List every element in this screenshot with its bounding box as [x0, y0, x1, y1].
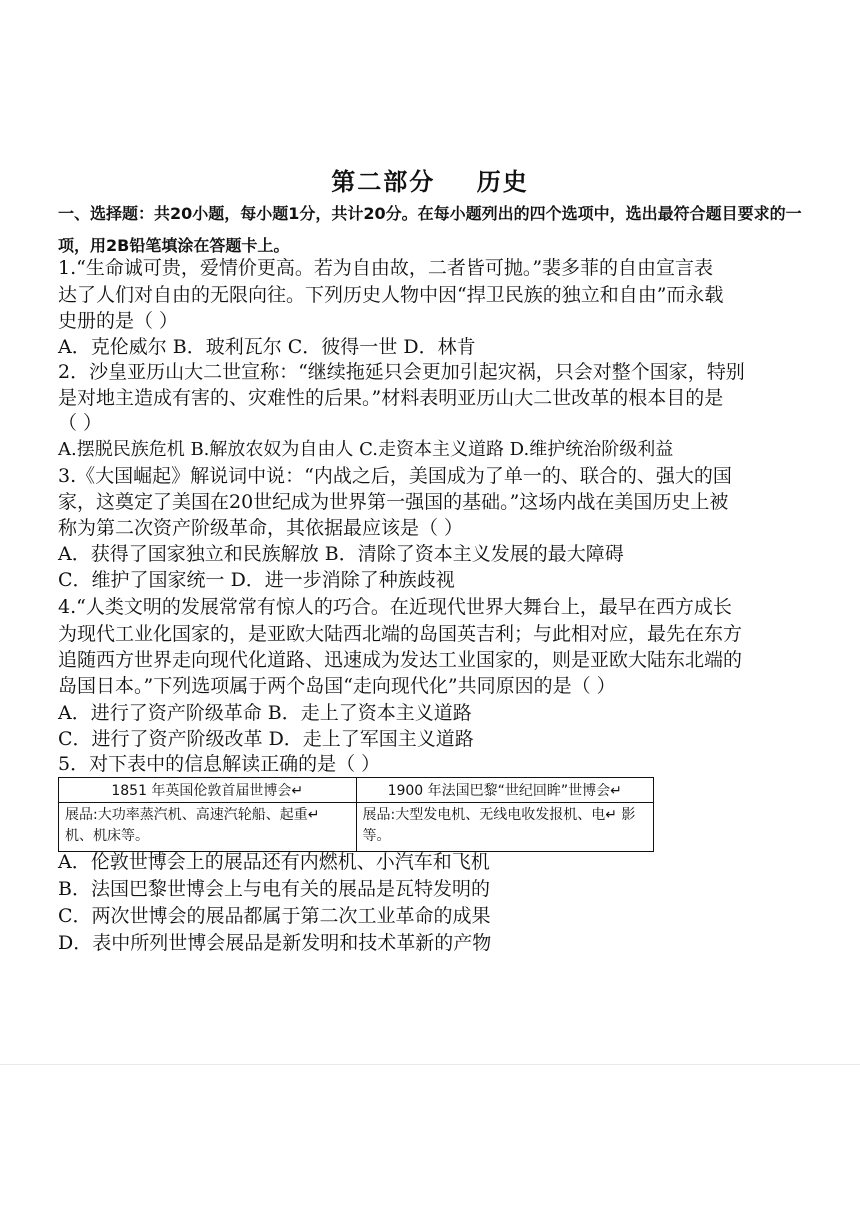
- q4-stem-line-1: 4.“人类文明的发展常常有惊人的巧合。在近现代世界大舞台上，最早在西方成长: [58, 596, 732, 618]
- expo-table: [58, 777, 654, 852]
- table-header-cell: 1851 年英国伦敦首届世博会↵: [59, 778, 357, 803]
- q1-options: A．克伦威尔 B．玻利瓦尔 C．彼得一世 D．林肯: [58, 336, 476, 358]
- q5-stem: 5．对下表中的信息解读正确的是（ ）: [58, 753, 381, 775]
- q5-option-c: C．两次世博会的展品都属于第二次工业革命的成果: [58, 905, 491, 927]
- q4-stem-line-2: 为现代工业化国家的，是亚欧大陆西北端的岛国英吉利；与此相对应，最先在东方: [58, 623, 743, 645]
- q1-stem-line-3: 史册的是（ ）: [58, 310, 179, 332]
- q4-stem-line-4: 岛国日本。”下列选项属于两个岛国“走向现代化”共同原因的是（ ）: [58, 675, 616, 697]
- section-title: 第二部分 历史: [331, 167, 529, 196]
- table-header-row: [59, 778, 654, 803]
- q5-option-a: A．伦敦世博会上的展品还有内燃机、小汽车和飞机: [58, 851, 490, 873]
- q2-stem-line-3: （ ）: [58, 412, 103, 434]
- table-header-cell: 1900 年法国巴黎“世纪回眸”世博会↵: [356, 778, 654, 803]
- q4-options-ab: A．进行了资产阶级革命 B．走上了资本主义道路: [58, 702, 472, 724]
- q5-option-d: D．表中所列世博会展品是新发明和技术革新的产物: [58, 932, 492, 954]
- q1-stem-line-2: 达了人们对自由的无限向往。下列历史人物中因“捍卫民族的独立和自由”而永载: [58, 284, 724, 306]
- q3-options-cd: C．维护了国家统一 D．进一步消除了种族歧视: [58, 569, 455, 591]
- q2-stem-line-2: 是对地主造成有害的、灾难性的后果。”材料表明亚历山大二世改革的根本目的是: [58, 387, 724, 409]
- table-cell: 展品:大型发电机、无线电收发报机、电↵ 影等。: [356, 803, 654, 852]
- table-row: [59, 803, 654, 852]
- q4-options-cd: C．进行了资产阶级改革 D．走上了军国主义道路: [58, 728, 474, 750]
- q3-options-ab: A．获得了国家独立和民族解放 B．清除了资本主义发展的最大障碍: [58, 543, 624, 565]
- q3-stem-line-3: 称为第二次资产阶级革命，其依据最应该是（ ）: [58, 517, 464, 539]
- q3-stem-line-2: 家，这奠定了美国在20世纪成为世界第一强国的基础。”这场内战在美国历史上被: [58, 491, 729, 513]
- q2-stem-line-1: 2．沙皇亚历山大二世宣称：“继续拖延只会更加引起灾祸，只会对整个国家，特别: [58, 361, 745, 383]
- table-cell: 展品:大功率蒸汽机、高速汽轮船、起重↵ 机、机床等。: [59, 803, 357, 852]
- q3-stem-line-1: 3.《大国崛起》解说词中说：“内战之后，美国成为了单一的、联合的、强大的国: [58, 465, 732, 487]
- q1-stem-line-1: 1.“生命诚可贵，爱情价更高。若为自由故，二者皆可抛。”裴多菲的自由宣言表: [58, 257, 714, 279]
- q4-stem-line-3: 追随西方世界走向现代化道路、迅速成为发达工业国家的，则是亚欧大陆东北端的: [58, 649, 743, 671]
- q2-options: A.摆脱民族危机 B.解放农奴为自由人 C.走资本主义道路 D.维护统治阶级利益: [58, 439, 674, 460]
- page-divider: [0, 1064, 860, 1065]
- q5-option-b: B．法国巴黎世博会上与电有关的展品是瓦特发明的: [58, 878, 490, 900]
- section-instructions: 一、选择题：共20小题，每小题1分，共计20分。在每小题列出的四个选项中，选出最符合题目要求的一项，用2B铅笔填涂在答题卡上。: [58, 204, 802, 255]
